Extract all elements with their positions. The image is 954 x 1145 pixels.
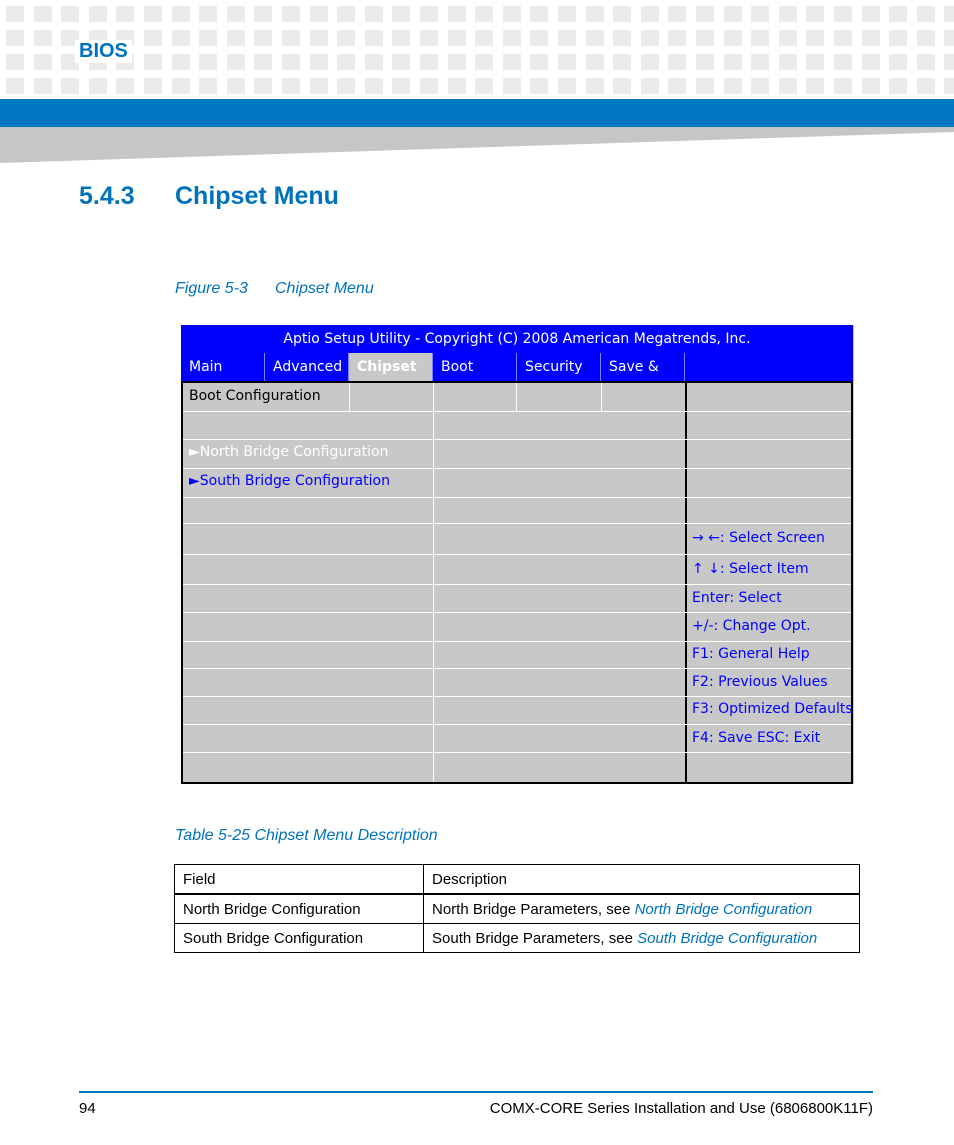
header-pattern-square bbox=[172, 6, 190, 22]
header-pattern-square bbox=[420, 54, 438, 70]
header-pattern-square bbox=[337, 30, 355, 46]
header-pattern-square bbox=[34, 78, 52, 94]
bios-row-line bbox=[183, 584, 851, 585]
header-pattern-square bbox=[116, 78, 134, 94]
header-pattern-square bbox=[337, 54, 355, 70]
bios-cell-divider bbox=[349, 383, 350, 411]
bios-cell-divider bbox=[516, 383, 517, 411]
header-pattern-square bbox=[779, 30, 797, 46]
header-pattern-square bbox=[724, 54, 742, 70]
help-general-help: F1: General Help bbox=[692, 646, 810, 662]
header-pattern-square bbox=[751, 54, 769, 70]
header-pattern-square bbox=[889, 78, 907, 94]
header-pattern-square bbox=[172, 30, 190, 46]
figure-caption bbox=[175, 280, 374, 298]
header-pattern-square bbox=[199, 54, 217, 70]
column-header-description: Description bbox=[424, 865, 860, 895]
header-pattern-square bbox=[530, 78, 548, 94]
bios-row-line bbox=[183, 554, 851, 555]
header-pattern-square bbox=[696, 78, 714, 94]
header-pattern-square bbox=[227, 6, 245, 22]
header-pattern-square bbox=[116, 6, 134, 22]
bios-tab-save-exit[interactable]: Save & bbox=[601, 353, 685, 381]
header-pattern bbox=[0, 0, 954, 96]
chipset-menu-table bbox=[174, 864, 860, 953]
header-pattern-square bbox=[144, 78, 162, 94]
bios-tab-spacer bbox=[685, 353, 853, 381]
header-pattern-square bbox=[310, 78, 328, 94]
bios-title-bar: Aptio Setup Utility - Copyright (C) 2008 American Megatrends, Inc. bbox=[181, 325, 853, 353]
header-pattern-square bbox=[392, 6, 410, 22]
page-number: 94 bbox=[79, 1100, 96, 1117]
header-pattern-square bbox=[641, 78, 659, 94]
header-pattern-square bbox=[227, 54, 245, 70]
bios-tab-security[interactable]: Security bbox=[517, 353, 601, 381]
header-pattern-square bbox=[337, 6, 355, 22]
bios-tab-boot[interactable]: Boot bbox=[433, 353, 517, 381]
bios-row-line bbox=[183, 724, 851, 725]
header-pattern-square bbox=[503, 78, 521, 94]
bios-body bbox=[181, 381, 853, 784]
bios-row-line bbox=[183, 468, 851, 469]
header-pattern-square bbox=[448, 30, 466, 46]
header-pattern-square bbox=[448, 6, 466, 22]
header-pattern-square bbox=[917, 6, 935, 22]
bios-row-line bbox=[183, 497, 851, 498]
header-pattern-square bbox=[806, 54, 824, 70]
figure-number: Figure 5-3 bbox=[175, 280, 248, 297]
header-pattern-square bbox=[310, 54, 328, 70]
header-pattern-square bbox=[475, 54, 493, 70]
table-row bbox=[175, 894, 860, 924]
bios-screen bbox=[181, 325, 854, 784]
bios-tab-advanced[interactable]: Advanced bbox=[265, 353, 349, 381]
header-pattern-square bbox=[862, 78, 880, 94]
header-pattern-square bbox=[475, 78, 493, 94]
header-pattern-square bbox=[34, 54, 52, 70]
header-pattern-square bbox=[613, 30, 631, 46]
header-pattern-square bbox=[586, 6, 604, 22]
header-pattern-square bbox=[144, 30, 162, 46]
south-bridge-config-item[interactable]: ►South Bridge Configuration bbox=[189, 473, 390, 489]
header-pattern-square bbox=[641, 6, 659, 22]
header-pattern-square bbox=[806, 78, 824, 94]
header-pattern-square bbox=[696, 6, 714, 22]
header-pattern-square bbox=[254, 78, 272, 94]
header-pattern-square bbox=[668, 54, 686, 70]
header-pattern-square bbox=[89, 78, 107, 94]
help-enter-select: Enter: Select bbox=[692, 590, 782, 606]
header-pattern-square bbox=[365, 54, 383, 70]
header-pattern-square bbox=[944, 78, 954, 94]
header-pattern-square bbox=[613, 78, 631, 94]
header-pattern-square bbox=[420, 78, 438, 94]
header-pattern-square bbox=[944, 54, 954, 70]
document-title: COMX-CORE Series Installation and Use (6806800K11F) bbox=[489, 1100, 873, 1117]
header-pattern-square bbox=[420, 30, 438, 46]
header-pattern-square bbox=[282, 6, 300, 22]
header-pattern-square bbox=[862, 6, 880, 22]
help-save-exit: F4: Save ESC: Exit bbox=[692, 730, 821, 746]
header-pattern-square bbox=[254, 30, 272, 46]
header-pattern-square bbox=[558, 78, 576, 94]
description-cell bbox=[424, 894, 860, 924]
bios-row-line bbox=[183, 612, 851, 613]
bios-row-line bbox=[183, 752, 851, 753]
header-pattern-square bbox=[724, 6, 742, 22]
header-pattern-square bbox=[503, 6, 521, 22]
header-pattern-square bbox=[34, 30, 52, 46]
bios-row-line bbox=[183, 439, 851, 440]
header-pattern-square bbox=[503, 54, 521, 70]
description-text: South Bridge Parameters, see bbox=[432, 929, 638, 947]
header-pattern-square bbox=[641, 30, 659, 46]
header-pattern-square bbox=[530, 54, 548, 70]
bios-tab-chipset[interactable]: Chipset bbox=[349, 353, 433, 381]
header-pattern-square bbox=[61, 78, 79, 94]
header-pattern-square bbox=[199, 30, 217, 46]
help-previous-values: F2: Previous Values bbox=[692, 674, 828, 690]
help-select-screen: → ←: Select Screen bbox=[692, 530, 825, 546]
header-pattern-square bbox=[365, 30, 383, 46]
bios-row-line bbox=[183, 523, 851, 524]
header-pattern-square bbox=[6, 78, 24, 94]
header-pattern-square bbox=[834, 78, 852, 94]
bios-cell-divider bbox=[601, 383, 602, 411]
header-pattern-square bbox=[668, 78, 686, 94]
header-pattern-square bbox=[889, 6, 907, 22]
figure-title: Chipset Menu bbox=[275, 280, 374, 297]
header-pattern-square bbox=[586, 54, 604, 70]
header-pattern-square bbox=[751, 6, 769, 22]
bios-help-divider bbox=[685, 383, 687, 782]
section-title: Chipset Menu bbox=[175, 182, 339, 210]
header-pattern-square bbox=[89, 6, 107, 22]
header-pattern-square bbox=[34, 6, 52, 22]
header-pattern-square bbox=[365, 6, 383, 22]
column-header-field: Field bbox=[175, 865, 424, 895]
description-cell bbox=[424, 924, 860, 953]
header-pattern-square bbox=[392, 30, 410, 46]
table-caption: Table 5-25 Chipset Menu Description bbox=[175, 827, 438, 844]
header-pattern-square bbox=[558, 6, 576, 22]
header-pattern-square bbox=[282, 30, 300, 46]
footer-rule bbox=[79, 1091, 873, 1093]
bios-tab-bar bbox=[181, 353, 853, 381]
header-pattern-square bbox=[917, 78, 935, 94]
header-pattern-square bbox=[254, 54, 272, 70]
header-pattern-square bbox=[144, 54, 162, 70]
header-pattern-square bbox=[558, 30, 576, 46]
north-bridge-config-item[interactable]: ►North Bridge Configuration bbox=[189, 444, 389, 460]
header-pattern-square bbox=[448, 54, 466, 70]
header-pattern-square bbox=[751, 30, 769, 46]
help-change-opt: +/-: Change Opt. bbox=[692, 618, 811, 634]
help-select-item: ↑ ↓: Select Item bbox=[692, 561, 809, 577]
header-pattern-square bbox=[806, 30, 824, 46]
section-heading bbox=[79, 182, 339, 211]
bios-section-heading: Boot Configuration bbox=[189, 388, 321, 404]
bios-row-line bbox=[183, 668, 851, 669]
header-pattern-square bbox=[917, 30, 935, 46]
header-pattern-square bbox=[392, 54, 410, 70]
bios-row-line bbox=[183, 641, 851, 642]
header-pattern-square bbox=[337, 78, 355, 94]
header-pattern-square bbox=[724, 30, 742, 46]
header-pattern-square bbox=[144, 6, 162, 22]
header-pattern-square bbox=[530, 6, 548, 22]
header-pattern-square bbox=[282, 78, 300, 94]
header-pattern-square bbox=[6, 30, 24, 46]
header-pattern-square bbox=[834, 54, 852, 70]
description-text: North Bridge Parameters, see bbox=[432, 900, 635, 918]
header-pattern-square bbox=[558, 54, 576, 70]
header-pattern-square bbox=[227, 30, 245, 46]
field-cell: South Bridge Configuration bbox=[175, 924, 424, 953]
header-pattern-square bbox=[779, 78, 797, 94]
header-pattern-square bbox=[889, 30, 907, 46]
header-blue-band bbox=[0, 99, 954, 127]
header-pattern-square bbox=[779, 54, 797, 70]
header-pattern-square bbox=[172, 54, 190, 70]
header-pattern-square bbox=[310, 6, 328, 22]
header-pattern-square bbox=[282, 54, 300, 70]
table-header-row bbox=[175, 865, 860, 895]
header-pattern-square bbox=[613, 6, 631, 22]
chapter-label: BIOS bbox=[75, 40, 132, 63]
header-pattern-square bbox=[613, 54, 631, 70]
header-pattern-square bbox=[696, 30, 714, 46]
bios-row-line bbox=[183, 696, 851, 697]
header-pattern-square bbox=[586, 78, 604, 94]
header-pattern-square bbox=[310, 30, 328, 46]
bios-tab-main[interactable]: Main bbox=[181, 353, 265, 381]
header-pattern-square bbox=[668, 30, 686, 46]
header-pattern-square bbox=[751, 78, 769, 94]
header-grey-wedge bbox=[0, 127, 954, 163]
header-pattern-square bbox=[834, 6, 852, 22]
header-pattern-square bbox=[503, 30, 521, 46]
header-pattern-square bbox=[806, 6, 824, 22]
section-number: 5.4.3 bbox=[79, 182, 135, 210]
header-pattern-square bbox=[586, 30, 604, 46]
header-pattern-square bbox=[862, 30, 880, 46]
field-cell: North Bridge Configuration bbox=[175, 894, 424, 924]
header-pattern-square bbox=[254, 6, 272, 22]
bios-row-line bbox=[183, 411, 851, 412]
header-pattern-square bbox=[6, 6, 24, 22]
header-pattern-square bbox=[530, 30, 548, 46]
header-pattern-square bbox=[475, 6, 493, 22]
cross-reference-link[interactable]: North Bridge Configuration bbox=[634, 900, 813, 918]
bios-column-divider bbox=[433, 383, 434, 782]
header-pattern-square bbox=[724, 78, 742, 94]
header-pattern-square bbox=[944, 30, 954, 46]
header-pattern-square bbox=[668, 6, 686, 22]
header-pattern-square bbox=[889, 54, 907, 70]
header-pattern-square bbox=[392, 78, 410, 94]
header-pattern-square bbox=[475, 30, 493, 46]
header-pattern-square bbox=[61, 6, 79, 22]
header-pattern-square bbox=[172, 78, 190, 94]
header-pattern-square bbox=[641, 54, 659, 70]
header-pattern-square bbox=[944, 6, 954, 22]
header-pattern-square bbox=[199, 78, 217, 94]
header-pattern-square bbox=[6, 54, 24, 70]
header-pattern-square bbox=[834, 30, 852, 46]
cross-reference-link[interactable]: South Bridge Configuration bbox=[637, 929, 818, 947]
header-pattern-square bbox=[917, 54, 935, 70]
header-pattern-square bbox=[365, 78, 383, 94]
table-row bbox=[175, 924, 860, 953]
header-pattern-square bbox=[420, 6, 438, 22]
header-pattern-square bbox=[779, 6, 797, 22]
header-pattern-square bbox=[199, 6, 217, 22]
header-pattern-square bbox=[862, 54, 880, 70]
header-pattern-square bbox=[448, 78, 466, 94]
header-pattern-square bbox=[696, 54, 714, 70]
help-optimized-defaults: F3: Optimized Defaults bbox=[692, 701, 853, 717]
header-pattern-square bbox=[227, 78, 245, 94]
